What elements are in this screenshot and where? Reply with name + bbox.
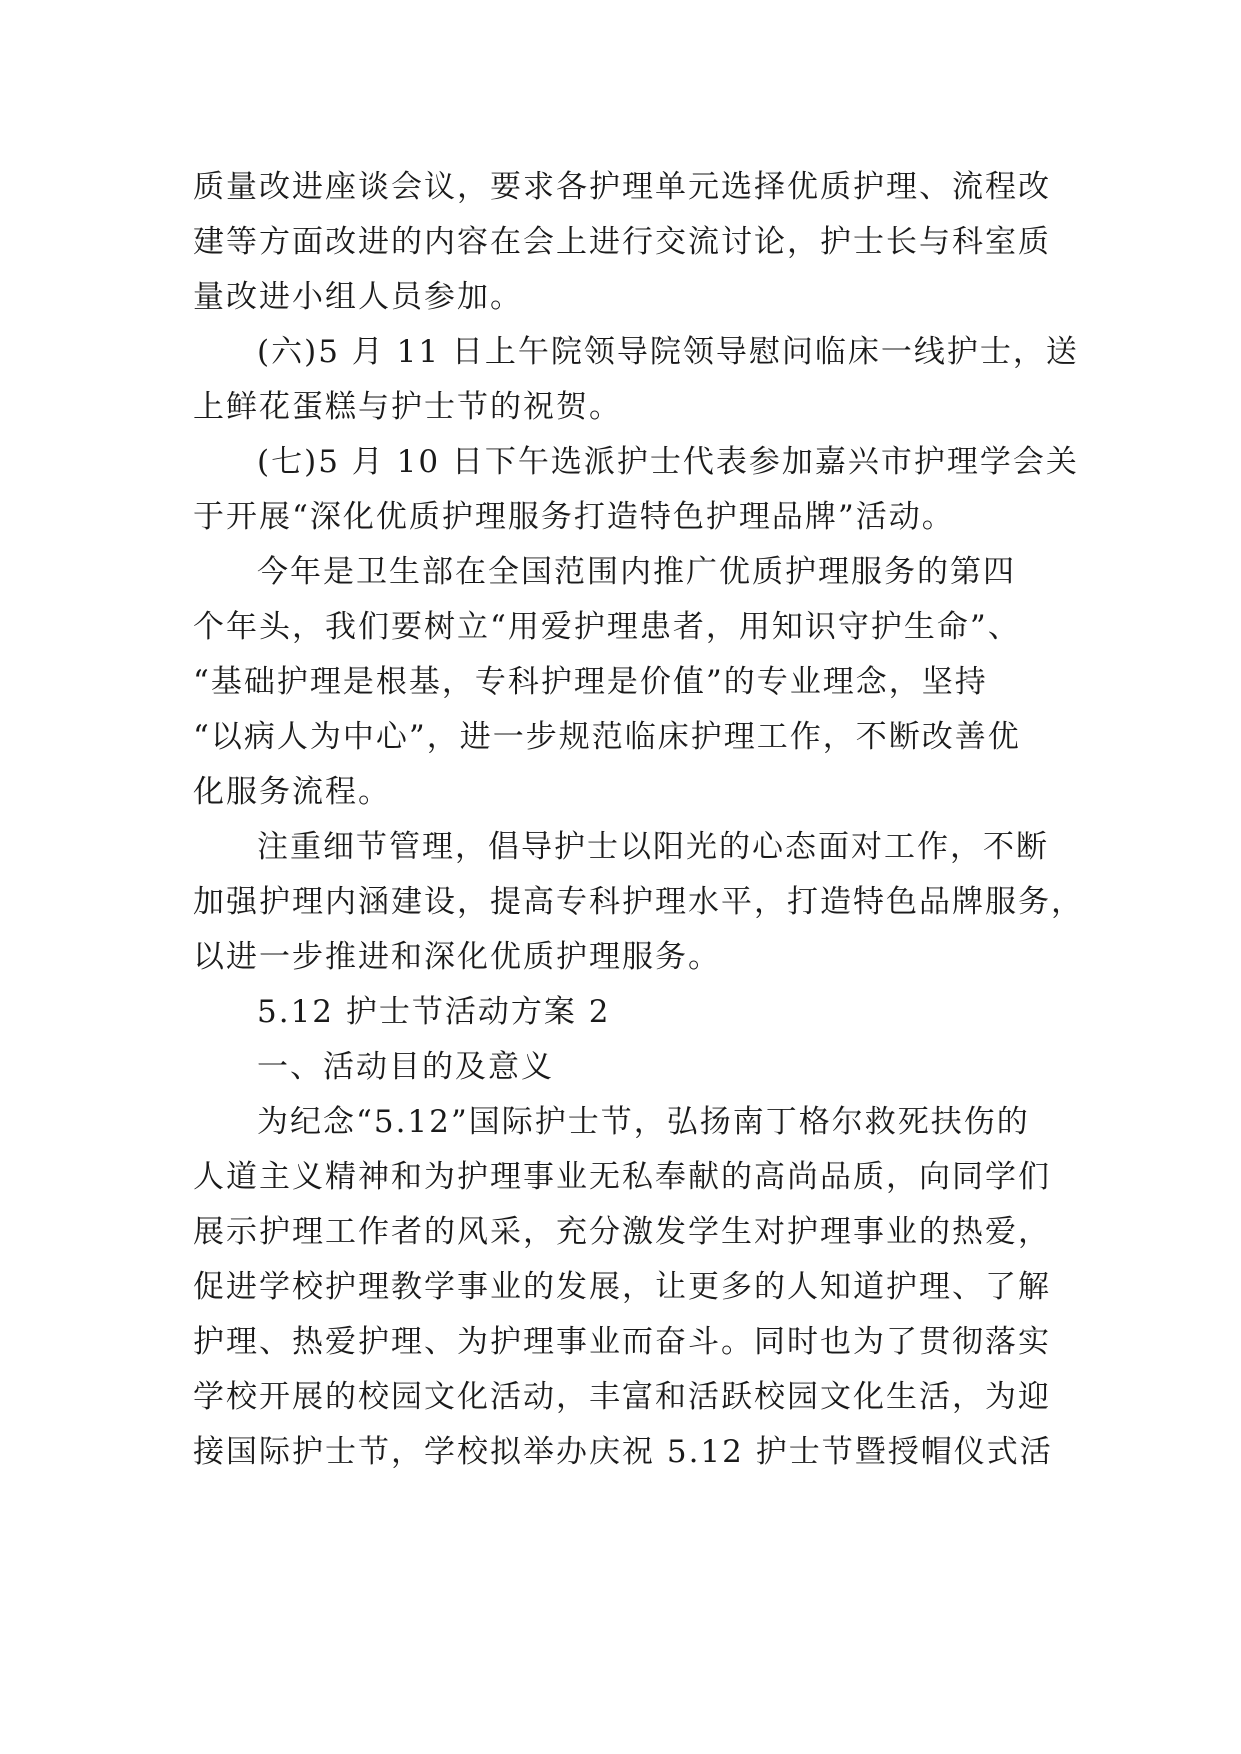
text-line: 化服务流程。 [193, 774, 391, 810]
section-heading [193, 1040, 1053, 1095]
text-line: 上鲜花蛋糕与护士节的祝贺。 [193, 389, 622, 425]
text-line: 促进学校护理教学事业的发展，让更多的人知道护理、了解 [193, 1269, 1051, 1305]
text-line: 于开展“深化优质护理服务打造特色护理品牌”活动。 [193, 499, 955, 535]
body-text [193, 160, 1084, 1480]
text-line: 为纪念“5.12”国际护士节，弘扬南丁格尔救死扶伤的 [257, 1104, 1030, 1140]
text-line: 一、活动目的及意义 [257, 1049, 554, 1085]
text-line: 护理、热爱护理、为护理事业而奋斗。同时也为了贯彻落实 [193, 1324, 1051, 1360]
section-title [193, 985, 1053, 1040]
text-line: 注重细节管理，倡导护士以阳光的心态面对工作，不断 [257, 829, 1049, 865]
paragraph-item-seven [193, 435, 1079, 545]
text-line: “以病人为中心”，进一步规范临床护理工作，不断改善优 [193, 719, 1021, 755]
paragraph-purpose [193, 1095, 1053, 1480]
text-line: 学校开展的校园文化活动，丰富和活跃校园文化生活，为迎 [193, 1379, 1051, 1415]
text-line: 人道主义精神和为护理事业无私奉献的高尚品质，向同学们 [193, 1159, 1051, 1195]
text-line: 以进一步推进和深化优质护理服务。 [193, 939, 721, 975]
text-line: 量改进小组人员参加。 [193, 279, 523, 315]
text-line: 建等方面改进的内容在会上进行交流讨论，护士长与科室质 [193, 224, 1051, 260]
paragraph-detail-management [193, 820, 1084, 985]
text-line: “基础护理是根基，专科护理是价值”的专业理念，坚持 [193, 664, 988, 700]
text-line: 接国际护士节，学校拟举办庆祝 5.12 护士节暨授帽仪式活 [193, 1434, 1053, 1470]
text-line: (七)5 月 10 日下午选派护士代表参加嘉兴市护理学会关 [257, 444, 1079, 480]
text-line: 5.12 护士节活动方案 2 [257, 994, 611, 1030]
paragraph-meeting-continuation [193, 160, 1053, 325]
text-line: 个年头，我们要树立“用爱护理患者，用知识守护生命”、 [193, 609, 1021, 645]
text-line: 质量改进座谈会议，要求各护理单元选择优质护理、流程改 [193, 169, 1051, 205]
text-line: 展示护理工作者的风采，充分激发学生对护理事业的热爱， [193, 1214, 1051, 1250]
paragraph-item-six [193, 325, 1079, 435]
text-line: 加强护理内涵建设，提高专科护理水平，打造特色品牌服务， [193, 884, 1084, 920]
text-line: 今年是卫生部在全国范围内推广优质护理服务的第四 [257, 554, 1016, 590]
text-line: (六)5 月 11 日上午院领导院领导慰问临床一线护士，送 [257, 334, 1079, 370]
paragraph-fourth-year [193, 545, 1053, 820]
